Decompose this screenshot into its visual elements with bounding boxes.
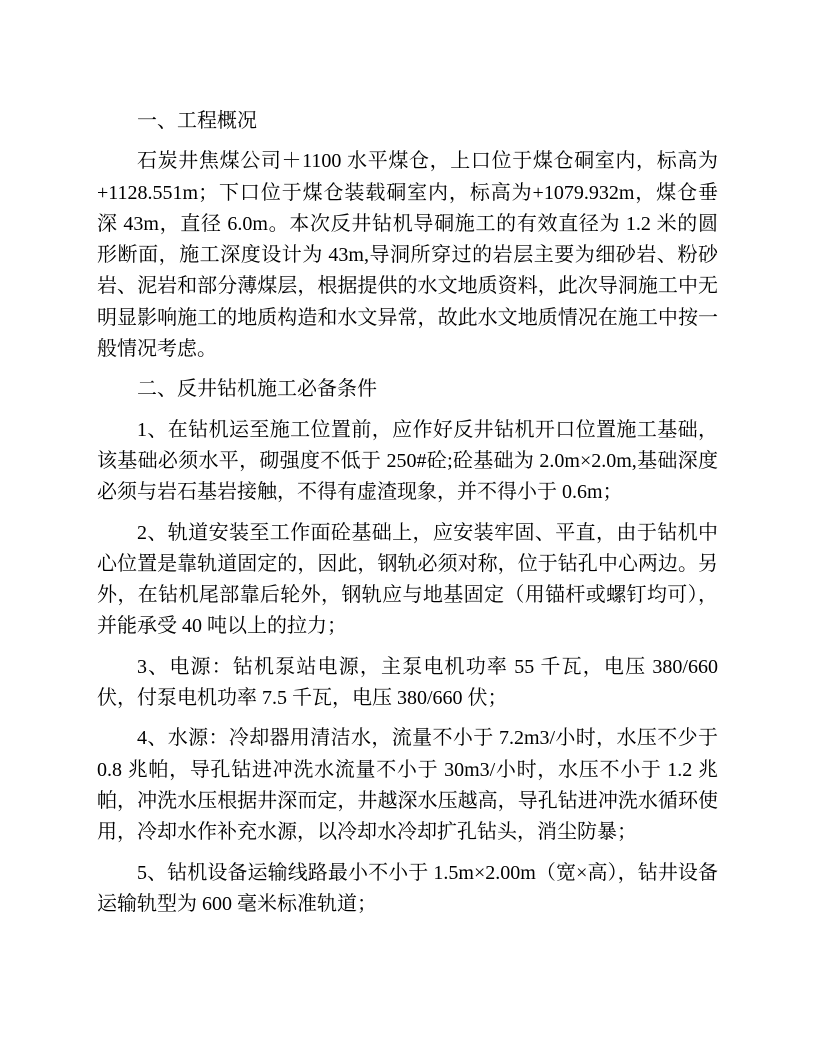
paragraph: 2、轨道安装至工作面砼基础上，应安装牢固、平直，由于钻机中心位置是靠轨道固定的，因此，钢轨必须对称，位于钻孔中心两边。另外，在钻机尾部靠后轮外，钢轨应与地基固定（用锚杆或螺钉均可），并能承受 40 吨以上的拉力； <box>97 521 718 638</box>
paragraph: 4、水源：冷却器用清洁水，流量不小于 7.2m3/小时，水压不少于 0.8 兆帕，导孔钻进冲洗水流量不小于 30m3/小时，水压不小于 1.2 兆帕，冲洗水压根据井深而定，井越深水压越高，导孔钻进冲洗水循环使用，冷却水作补充水源，以冷却水冷却扩孔钻头，消尘防暴； <box>97 727 718 844</box>
paragraph: 3、电源：钻机泵站电源，主泵电机功率 55 千瓦，电压 380/660 伏，付泵电机功率 7.5 千瓦，电压 380/660 伏； <box>97 655 718 710</box>
paragraph: 5、钻机设备运输线路最小不小于 1.5m×2.00m（宽×高），钻井设备运输轨型为 600 毫米标准轨道； <box>97 861 718 915</box>
section-heading: 二、反井钻机施工必备条件 <box>137 378 377 401</box>
document-body <box>97 106 718 929</box>
section-heading: 一、工程概况 <box>137 110 257 132</box>
paragraph: 1、在钻机运至施工位置前，应作好反井钻机开口位置施工基础，该基础必须水平，砌强度不低于 250#砼;砼基础为 2.0m×2.0m,基础深度必须与岩石基岩接触，不得有虚渣现象，并不得小于 0.6m； <box>97 418 718 504</box>
paragraph: 石炭井焦煤公司＋1100 水平煤仓，上口位于煤仓硐室内，标高为+1128.551m；下口位于煤仓装载硐室内，标高为+1079.932m，煤仓垂深 43m，直径 6.0m。本次反井钻机导硐施工的有效直径为 1.2 米的圆形断面，施工深度设计为 43m,导洞所穿过的岩层主要为细砂岩、粉砂岩、泥岩和部分薄煤层，根据提供的水文地质资料，此次导洞施工中无明显影响施工的地质构造和水文异常，故此水文地质情况在施工中按一般情况考虑。 <box>97 150 718 361</box>
